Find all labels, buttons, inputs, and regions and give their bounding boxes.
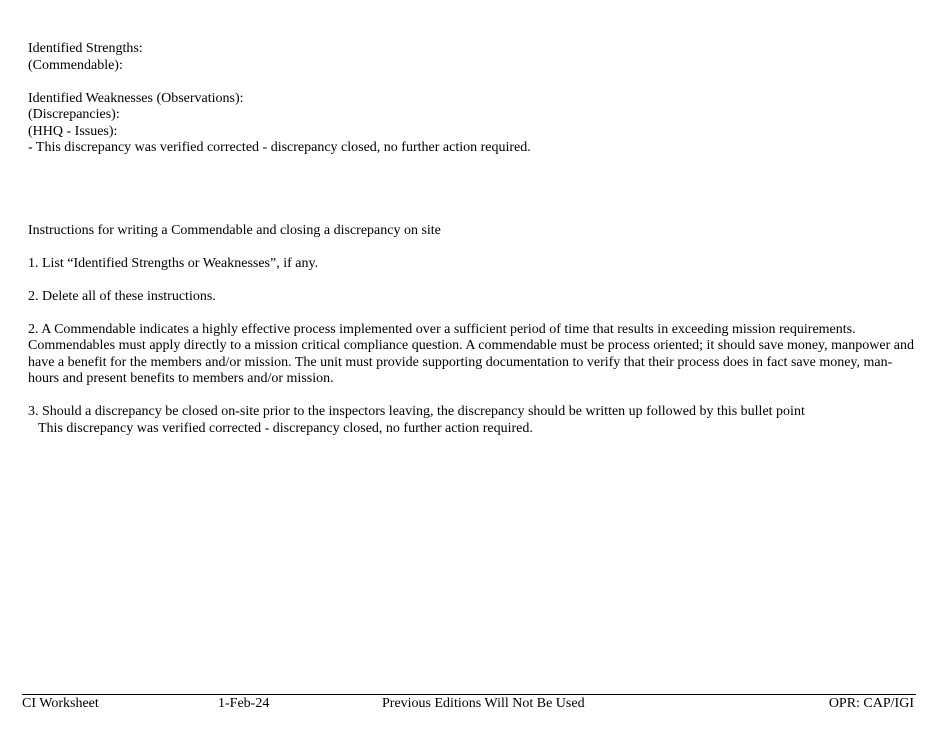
footer-opr: OPR: CAP/IGI	[828, 696, 914, 711]
strengths-heading: Identified Strengths:	[28, 41, 143, 56]
footer-form-name: CI Worksheet	[22, 696, 99, 711]
discrepancy-closed-bullet: - This discrepancy was verified corrected - discrepancy closed, no further action required.	[28, 140, 531, 155]
document-body	[28, 41, 918, 437]
instructions-title: Instructions for writing a Commendable and closing a discrepancy on site	[28, 222, 441, 238]
discrepancies-label: (Discrepancies):	[28, 107, 120, 122]
instruction-item-1: 1. List “Identified Strengths or Weaknesses”, if any.	[28, 255, 319, 271]
instruction-item-3-bullet: This discrepancy was verified corrected - discrepancy closed, no further action required.	[38, 420, 533, 436]
footer-date: 1-Feb-24	[218, 696, 270, 711]
instruction-item-2: 2. Delete all of these instructions.	[28, 288, 216, 304]
footer-notice: Previous Editions Will Not Be Used	[382, 696, 585, 711]
page-footer	[22, 694, 916, 717]
hhq-issues-label: (HHQ - Issues):	[28, 123, 118, 139]
instruction-item-3: 3. Should a discrepancy be closed on-site prior to the inspectors leaving, the discrepancy should be written up followed by this bullet point	[28, 404, 805, 419]
weaknesses-heading: Identified Weaknesses (Observations):	[28, 90, 244, 106]
instruction-item-commendable: 2. A Commendable indicates a highly effective process implemented over a sufficient period of time that results in exceeding mission requirements. Commendables must apply directly to a mission critical compliance question. A commendable must be process oriented; it should save money, manpower and have a benefit for the members and/or mission. The unit must provide supporting documentation to verify that their process does in fact save money, man-hours and present benefits to members and/or mission.	[28, 321, 914, 386]
commendable-label: (Commendable):	[28, 57, 123, 73]
